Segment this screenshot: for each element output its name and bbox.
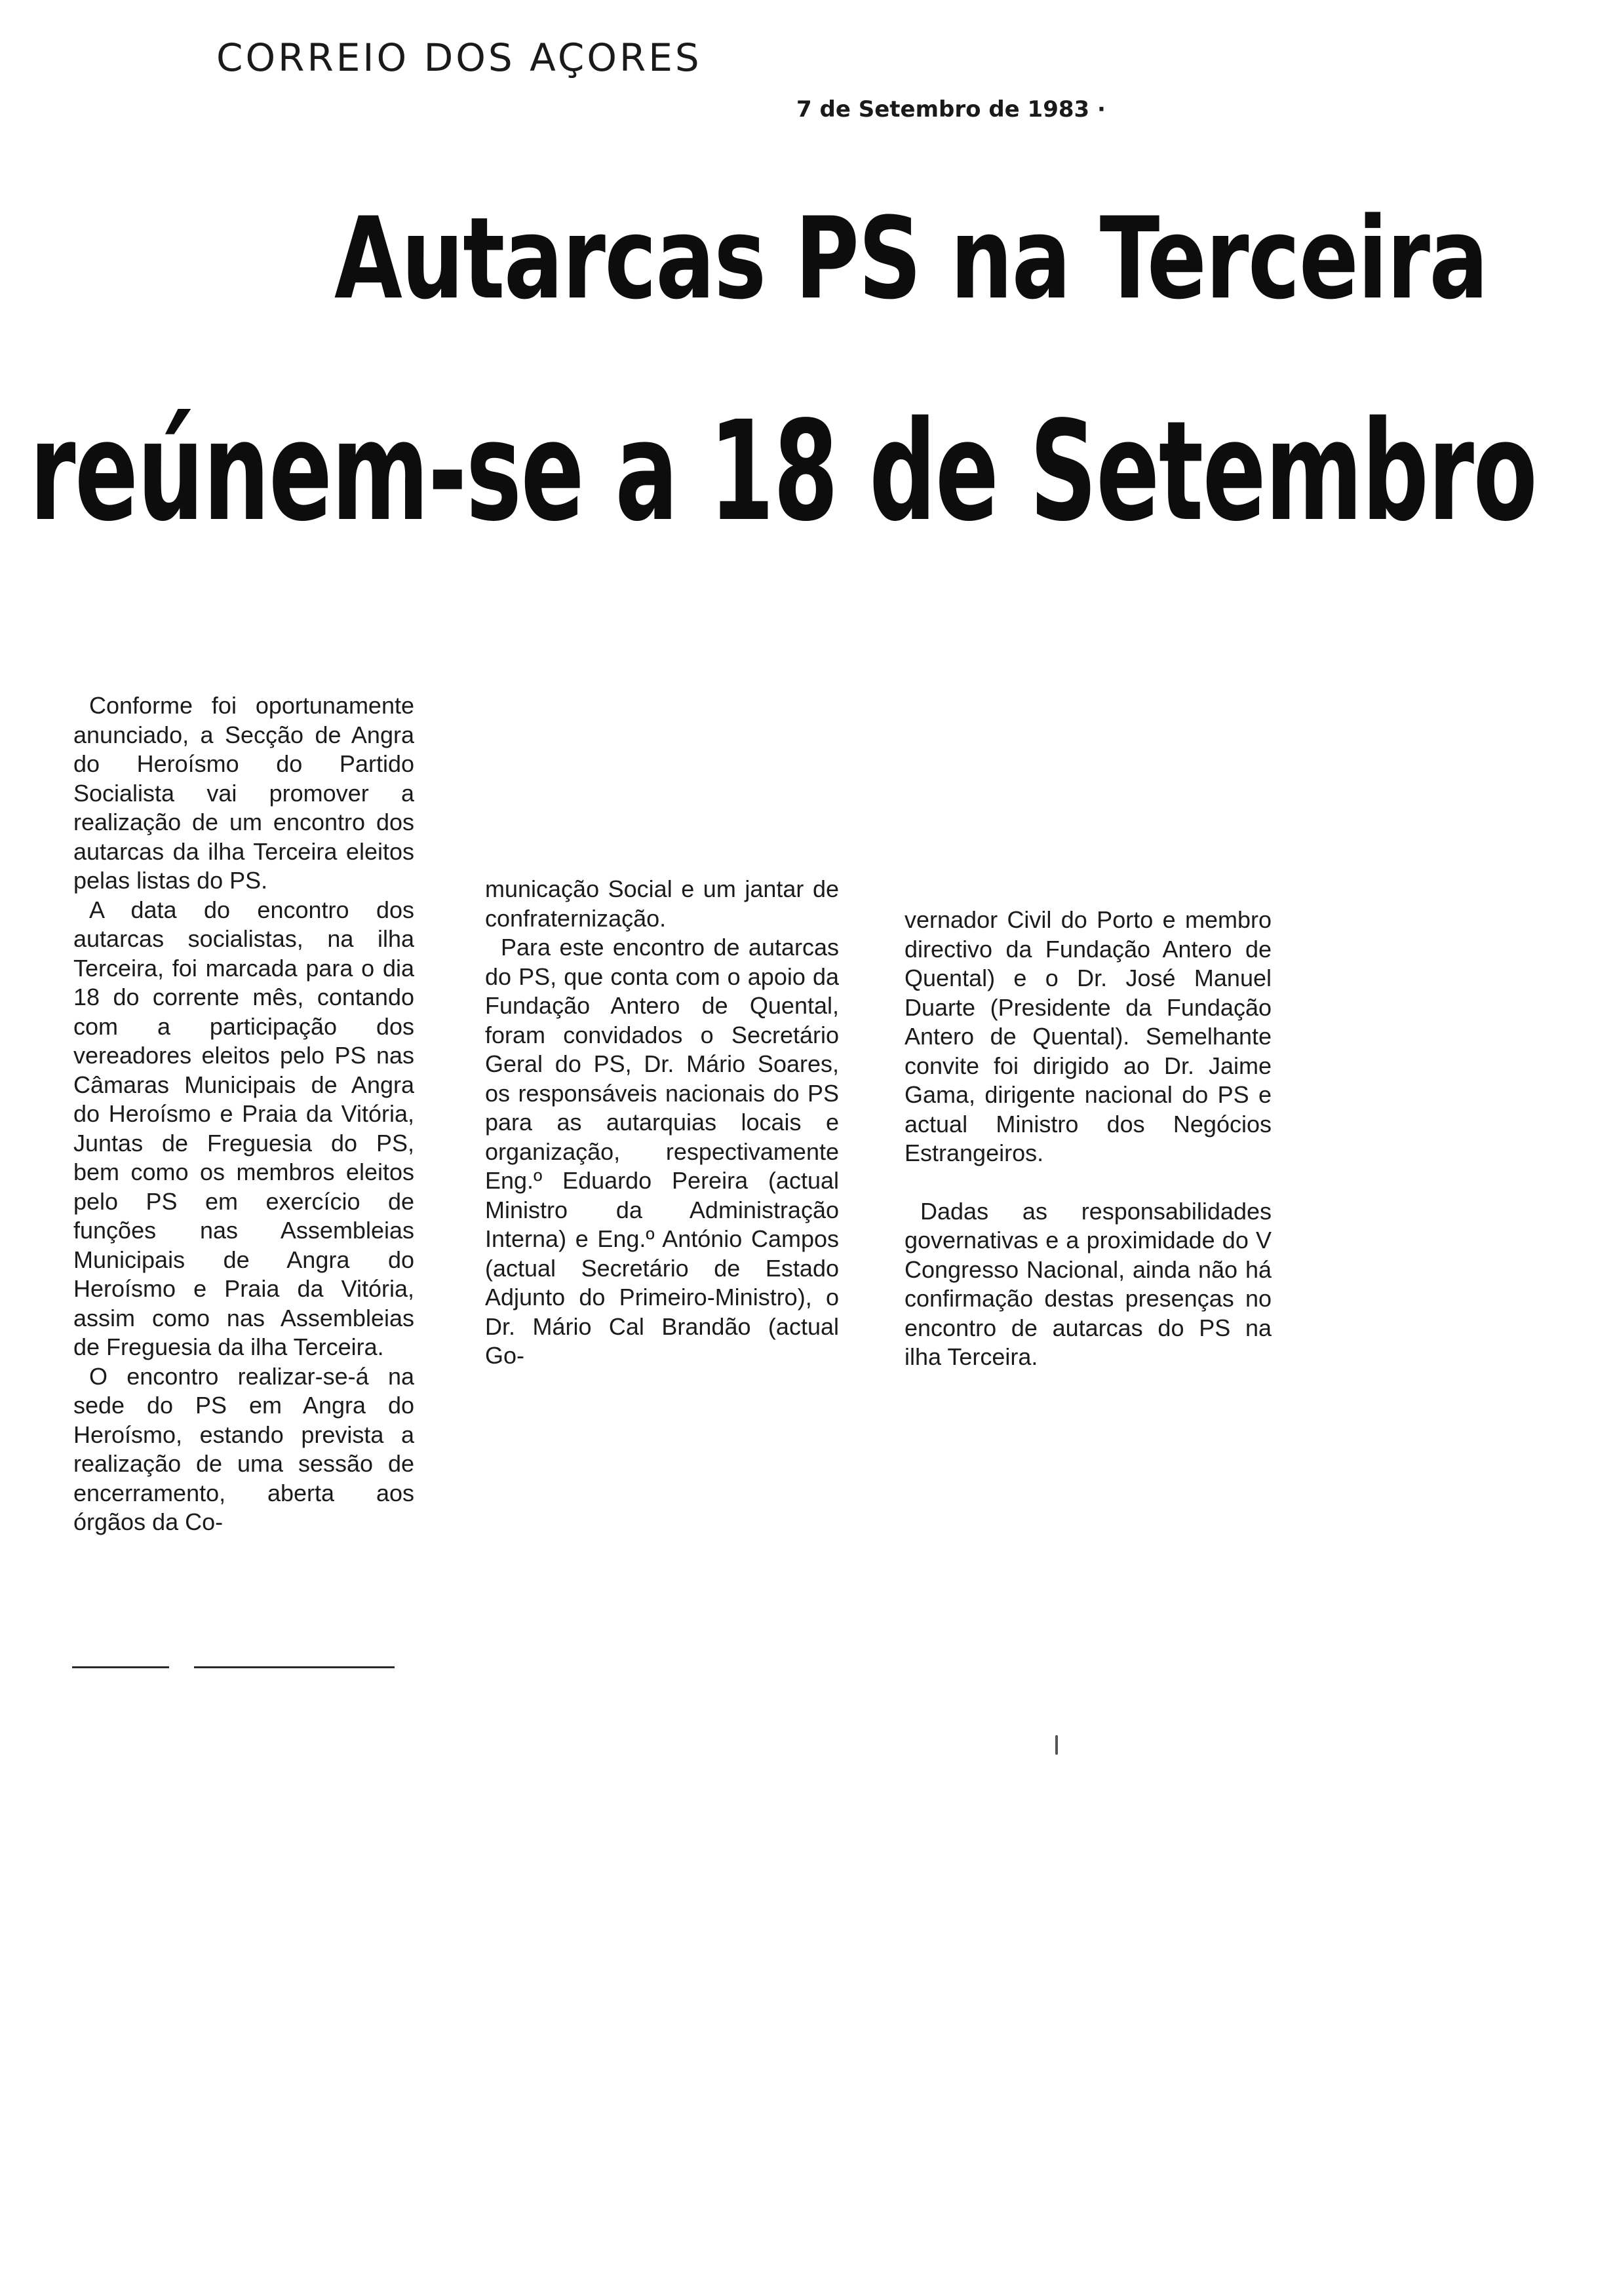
column-end-rule <box>194 1666 395 1668</box>
headline-line-1: Autarcas PS na Terceira <box>334 193 1488 324</box>
article-paragraph: Dadas as responsabilidades governativas e a proximidade do V Congresso Nacional, ainda não há confirmação destas presenças no encontro de autarcas do PS na ilha Terceira. <box>905 1197 1272 1370</box>
headline-line-2: reúnem-se a 18 de Setembro <box>29 391 1537 552</box>
article-paragraph: Conforme foi oportunamente anunciado, a Secção de Angra do Heroísmo do Partido Socialista vai promover a realização de um encontro dos autarcas da ilha Terceira eleitos pelas listas do PS. <box>73 692 414 894</box>
newspaper-masthead: CORREIO DOS AÇORES <box>216 35 702 80</box>
article-paragraph: O encontro realizar-se-á na sede do PS em Angra do Heroísmo, estando prevista a realização de uma sessão de encerramento, aberta aos órgãos da Co- <box>73 1362 414 1535</box>
publication-date: 7 de Setembro de 1983 · <box>796 96 1106 123</box>
column-end-rule <box>72 1666 169 1668</box>
article-paragraph: municação Social e um jantar de confraternização. <box>485 875 839 932</box>
article-paragraph: Para este encontro de autarcas do PS, que conta com o apoio da Fundação Antero de Quental, foram convidados o Secretário Geral do PS, Dr. Mário Soares, os responsáveis nacionais do PS para as autarquias locais e organização, respectivamente Eng.º Eduardo Pereira (actual Ministro da Administração Interna) e Eng.º António Campos (actual Secretário de Estado Adjunto do Primeiro-Ministro), o Dr. Mário Cal Brandão (actual Go- <box>485 934 839 1369</box>
article-column-2 <box>485 875 839 1371</box>
article-column-3 <box>905 906 1272 1372</box>
article-column-1 <box>73 691 414 1537</box>
article-paragraph: A data do encontro dos autarcas socialistas, na ilha Terceira, foi marcada para o dia 18 do corrente mês, contando com a participação dos vereadores eleitos pelo PS nas Câmaras Municipais de Angra do Heroísmo e Praia da Vitória, Juntas de Freguesia do PS, bem como os membros eleitos pelo PS em exercício de funções nas Assembleias Municipais de Angra do Heroísmo e Praia da Vitória, assim como nas Assembleias de Freguesia da ilha Terceira. <box>73 896 414 1360</box>
scan-speck <box>1055 1735 1058 1755</box>
article-paragraph: vernador Civil do Porto e membro directivo da Fundação Antero de Quental) e o Dr. José Manuel Duarte (Presidente da Fundação Antero de Quental). Semelhante convite foi dirigido ao Dr. Jaime Gama, dirigente nacional do PS e actual Ministro dos Negócios Estrangeiros. <box>905 906 1272 1166</box>
